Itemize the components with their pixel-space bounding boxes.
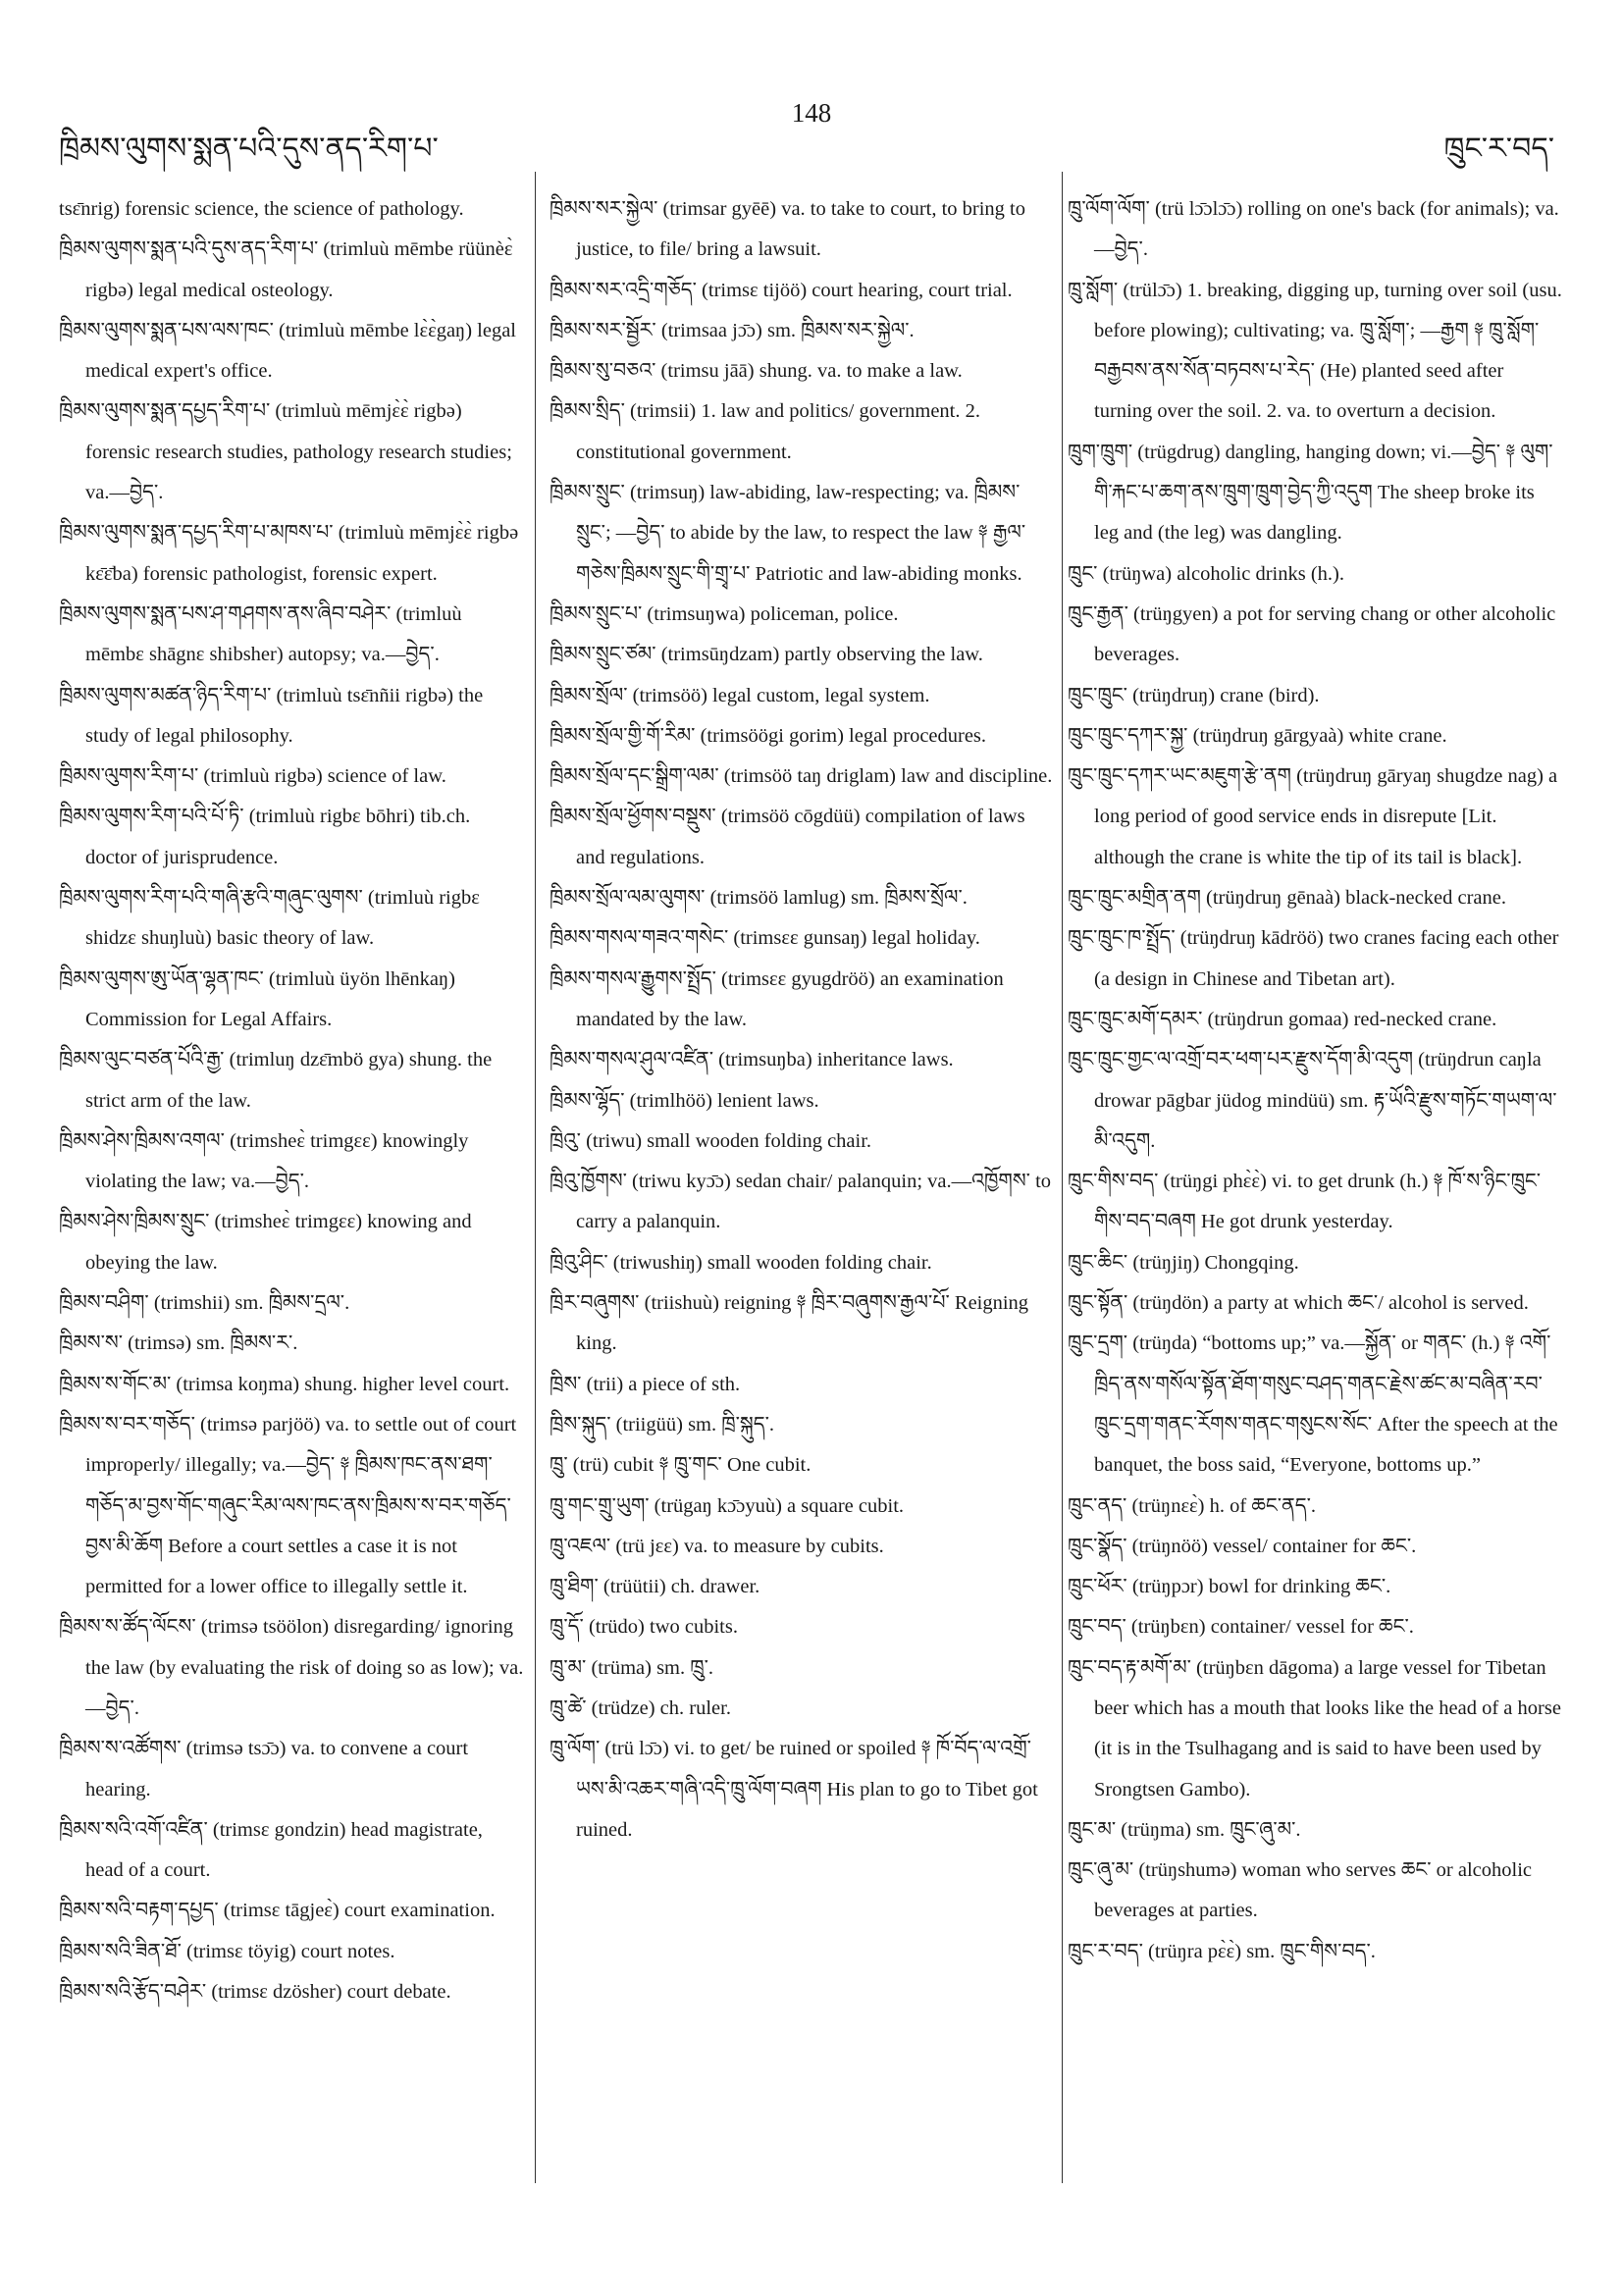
dictionary-entry: ཁྲིམས་སར་འདྲི་གཅོད་ (trimsɛ tijöö) court hearing, court trial. bbox=[550, 279, 1013, 301]
dictionary-entry: ཁྲིམས་ས་གོང་མ་ (trimsa koŋma) shung. higher level court. bbox=[59, 1373, 510, 1395]
dictionary-entry: ཁྲིར་བཞུགས་ (triishuù) reigning ༈ ཁྲིར་བཞུགས་རྒྱལ་པོ་ Reigning king. bbox=[550, 1292, 1029, 1355]
dictionary-entry: ཁྲིམས་ལུགས་སྨན་དཔྱད་རིག་པ་ (trimluù mēmjɛ̀ɛ̀ rigbə) forensic research studies, pathology research studies; va.—བྱེད་. bbox=[59, 400, 512, 504]
dictionary-entry: ཁྲིམས་སྲུང་ (trimsuŋ) law-abiding, law-respecting; va. ཁྲིམས་སྲུང་; —བྱེད་ to abide by the law, to respect the law ༈ རྒྱལ་གཅེས་ཁྲིམས་སྲུང་གི་གྲྭ་པ་ Patriotic and law-abiding monks. bbox=[550, 482, 1026, 585]
dictionary-entry: ཁྲིམས་ལུགས་རིག་པ་ (trimluù rigbə) science of law. bbox=[59, 765, 446, 788]
dictionary-entry: ཁྲིམས་ལུགས་རིག་པའི་པོ་ཏི་ (trimluù rigbɛ bōhri) tib.ch. doctor of jurisprudence. bbox=[59, 806, 471, 868]
column-right bbox=[1068, 189, 1563, 1972]
dictionary-entry: ཁྲུང་རྒྱན་ (trüŋgyen) a pot for serving chang or other alcoholic beverages. bbox=[1068, 602, 1556, 666]
dictionary-entry: ཁྲིའུ་ཁྱོགས་ (triwu kyɔ̄ɔ) sedan chair/ palanquin; va.—འཁྱོགས་ to carry a palanquin. bbox=[550, 1171, 1052, 1233]
dictionary-entry: ཁྲུང་བད་ (trüŋbɛn) container/ vessel for ཆང་. bbox=[1068, 1616, 1414, 1639]
dictionary-entry: ཁྲིམས་སའི་བརྟག་དཔྱད་ (trimsɛ tāgjeɛ̀) court examination. bbox=[59, 1900, 496, 1922]
dictionary-entry: ཁྲུང་ཁྲུང་དཀར་སྐྱ་ (trüŋdruŋ gārgyaà) white crane. bbox=[1068, 724, 1447, 747]
dictionary-entry: ཁྲིམས་ཤེས་ཁྲིམས་སྲུང་ (trimsheɛ̀ trimgɛɛ) knowing and obeying the law. bbox=[59, 1211, 472, 1274]
dictionary-entry: ཁྲུ་ (trü) cubit ༈ ཁྲུ་གང་ One cubit. bbox=[550, 1454, 812, 1477]
dictionary-entry: ཁྲིམས་སའི་རྩོད་བཤེར་ (trimsɛ dzösher) court debate. bbox=[59, 1981, 451, 2004]
page-number: 148 bbox=[791, 98, 832, 128]
dictionary-entry: ཁྲིམས་ས་ཚོད་ལོངས་ (trimsə tsöölon) disregarding/ ignoring the law (by evaluating the risk of doing so as low); va.—བྱེད་. bbox=[59, 1616, 524, 1719]
dictionary-entry: ཁྲུ་སློག་ (trülɔ̄ɔ) 1. breaking, digging up, turning over soil (usu. before plowing); cultivating; va. ཁྲུ་སློག་; —རྒྱག ༈ ཁྲུ་སློག་བརྒྱབས་ནས་སོན་བཏབས་པ་རེད་ (He) planted seed after turning over the soil. 2. va. to overturn a decision. bbox=[1068, 279, 1562, 423]
dictionary-entry: ཁྲིམས་ལུགས་སྨན་དཔྱད་རིག་པ་མཁས་པ་ (trimluù mēmjɛ̀ɛ̀ rigbə kɛ̄ɛ̄ba) forensic pathologist, forensic expert. bbox=[59, 522, 519, 585]
dictionary-entry: ཁྲུ་གང་གྲུ་ཡུག་ (trügaŋ kɔ̄ɔyuù) a square cubit. bbox=[550, 1494, 905, 1517]
dictionary-entry: ཁྲིམས་ལུགས་སྨན་པས་ཤ་གཤགས་ནས་ཞིབ་བཤེར་ (trimluù mēmbɛ shāgnɛ shibsher) autopsy; va.—བྱེད་. bbox=[59, 602, 462, 666]
dictionary-entry: ཁྲིམས་སྲོལ་ (trimsöö) legal custom, legal system. bbox=[550, 684, 930, 706]
dictionary-entry: ཁྲིའུ་ཤིང་ (triwushiŋ) small wooden folding chair. bbox=[550, 1251, 932, 1274]
dictionary-entry: ཁྲུང་ཁྲུང་ཁ་སྤྲོད་ (trüŋdruŋ kādröö) two cranes facing each other (a design in Chinese and Tibetan art). bbox=[1068, 927, 1559, 990]
dictionary-entry: ཁྲུ་ལོག་ལོག་ (trü lɔ̄ɔlɔ̄ɔ) rolling on one's back (for animals); va.—བྱེད་. bbox=[1068, 198, 1559, 261]
dictionary-entry: ཁྲིམས་ལུགས་སྨན་པས་ལས་ཁང་ (trimluù mēmbe lɛ̀ɛ̀gaŋ) legal medical expert's office. bbox=[59, 319, 516, 383]
dictionary-entry: ཁྲུང་ནད་ (trüŋnɛɛ̀) h. of ཆང་ནད་. bbox=[1068, 1494, 1317, 1517]
column-divider bbox=[535, 172, 536, 2183]
dictionary-entry: ཁྲིམས་ས་ (trimsə) sm. ཁྲིམས་ར་. bbox=[59, 1332, 298, 1355]
dictionary-entry: ཁྲིམས་སྲོལ་ཕྱོགས་བསྡུས་ (trimsöö cōgdüü) compilation of laws and regulations. bbox=[550, 806, 1025, 868]
column-middle bbox=[550, 189, 1055, 1851]
dictionary-entry: ཁྲིམས་ལུགས་སྨན་པའི་དུས་ནད་རིག་པ་ (trimluù mēmbe rüünèɛ̀ rigbə) legal medical osteology. bbox=[59, 238, 513, 301]
dictionary-entry: ཁྲིམས་སྲུང་པ་ (trimsuŋwa) policeman, police. bbox=[550, 602, 899, 625]
dictionary-entry: ཁྲུང་སྟོན་ (trüŋdön) a party at which ཆང་/ alcohol is served. bbox=[1068, 1292, 1529, 1315]
dictionary-entry: ཁྲིམས་སྲིད་ (trimsii) 1. law and politics/ government. 2. constitutional government. bbox=[550, 400, 980, 463]
running-head-right: ཁྲུང་ར་བད་ bbox=[1443, 132, 1554, 165]
dictionary-entry: ཁྲུང་ཆིང་ (trüŋjiŋ) Chongqing. bbox=[1068, 1251, 1299, 1274]
dictionary-entry: ཁྲིམས་ལྷོད་ (trimlhöö) lenient laws. bbox=[550, 1089, 819, 1112]
dictionary-entry: ཁྲིམས་སྲུང་ཙམ་ (trimsūŋdzam) partly observing the law. bbox=[550, 644, 983, 666]
dictionary-entry: ཁྲིམས་ས་བར་གཅོད་ (trimsə parjöö) va. to settle out of court improperly/ illegally; va.—བྱེད་ ༈ ཁྲིམས་ཁང་ནས་ཐག་གཅོད་མ་བྱས་གོང་གཞུང་རིམ་ལས་ཁང་ནས་ཁྲིམས་ས་བར་གཅོད་བྱས་མི་ཆོག Before a court settles a case it is not permitted for a lower office to illegally settle it. bbox=[59, 1413, 517, 1598]
dictionary-entry: ཁྲུང་ཁྲུང་མགྲིན་ནག (trüŋdruŋ gēnaà) black-necked crane. bbox=[1068, 887, 1506, 910]
dictionary-entry: ཁྲུ་ཐིག་ (trüütii) ch. drawer. bbox=[550, 1576, 760, 1598]
dictionary-entry: ཁྲུང་དྲག་ (trüŋda) “bottoms up;” va.—སྐྱོན་ or གནང་ (h.) ༈ འགོ་ཁྲིད་ནས་གསོལ་སྟོན་ཐོག་གསུང་བཤད་གནང་རྗེས་ཚང་མ་བཞིན་རབ་ཁྲུང་དྲག་གནང་རོགས་གནང་གསུངས་སོང་ After the speech at the banquet, the boss said, “Everyone, bottoms up.” bbox=[1068, 1332, 1558, 1477]
dictionary-entry: ཁྲུང་ཞུ་མ་ (trüŋshumə) woman who serves ཆང་ or alcoholic beverages at parties. bbox=[1068, 1859, 1533, 1922]
dictionary-entry: ཁྲིམས་གསལ་གཟའ་གསེང་ (trimsɛɛ gunsaŋ) legal holiday. bbox=[550, 927, 980, 950]
column-divider bbox=[1062, 172, 1063, 2183]
dictionary-entry: ཁྲུ་ལོག་ (trü lɔ̄ɔ) vi. to get/ be ruined or spoiled ༈ ཁོ་བོད་ལ་འགྲོ་ཡས་མི་འཆར་གཞི་འདི་ཁྲུ་ལོག་བཞག His plan to go to Tibet got ruined. bbox=[550, 1738, 1038, 1841]
dictionary-entry: ཁྲུ་འཇལ་ (trü jɛɛ) va. to measure by cubits. bbox=[550, 1535, 884, 1557]
dictionary-entry: ཁྲུང་ཁྲུང་དཀར་ཡང་མཇུག་རྩེ་ནག (trüŋdruŋ gāryaŋ shugdze nag) a long period of good service ends in disrepute [Lit. although the crane is white the tip of its tail is black]. bbox=[1068, 765, 1558, 868]
dictionary-entry: ཁྲིམས་ལུགས་རིག་པའི་གཞི་རྩའི་གཞུང་ལུགས་ (trimluù rigbɛ shidzɛ shuŋluù) basic theory of law. bbox=[59, 887, 480, 950]
dictionary-entry: ཁྲིས་སྐུད་ (triigüü) sm. ཁྲི་སྐུད་. bbox=[550, 1413, 775, 1435]
column-left bbox=[59, 189, 525, 2012]
dictionary-entry: ཁྲིམས་སྲོལ་ལམ་ལུགས་ (trimsöö lamlug) sm. ཁྲིམས་སྲོལ་. bbox=[550, 887, 968, 910]
dictionary-entry: ཁྲུང་བད་རྟ་མགོ་མ་ (trüŋbɛn dāgoma) a large vessel for Tibetan beer which has a mouth that looks like the head of a horse (it is in the Tsulhagang and is said to have been used by Srongtsen Gambo). bbox=[1068, 1656, 1561, 1800]
dictionary-entry: ཁྲུང་ཁྲུང་ (trüŋdruŋ) crane (bird). bbox=[1068, 684, 1320, 706]
dictionary-entry: ཁྲིམས་སྲོལ་དང་སྒྲིག་ལམ་ (trimsöö taŋ driglam) law and discipline. bbox=[550, 765, 1053, 788]
dictionary-entry: ཁྲིམས་བཤིག་ (trimshii) sm. ཁྲིམས་དྲལ་. bbox=[59, 1292, 350, 1315]
dictionary-entry: ཁྲུ་དོ་ (trüdo) two cubits. bbox=[550, 1616, 738, 1639]
dictionary-entry: ཁྲུང་ཁྲུང་མགོ་དམར་ (trüŋdrun gomaa) red-necked crane. bbox=[1068, 1008, 1497, 1030]
dictionary-entry: ཁྲུང་མ་ (trüŋma) sm. ཁྲུང་ཞུ་མ་. bbox=[1068, 1818, 1301, 1841]
dictionary-entry: ཁྲིམས་གསལ་རྒྱུགས་སྤྲོད་ (trimsɛɛ gyugdröö) an examination mandated by the law. bbox=[550, 967, 1004, 1030]
dictionary-entry: ཁྲུང་ཁྲུང་གྱང་ལ་འགྲོ་བར་ཕག་པར་རྫུས་དོག་མི་འདུག (trüŋdrun caŋla drowar pāgbar jüdog mindüü) sm. རྟ་ཡོའི་རྫུས་གཏོང་གཡག་ལ་མི་འདུག. bbox=[1068, 1049, 1557, 1152]
dictionary-entry: ཁྲུང་ར་བད་ (trüŋra pɛ̀ɛ̀) sm. ཁྲུང་གིས་བད་. bbox=[1068, 1940, 1376, 1962]
dictionary-entry: ཁྲིམས་གསལ་ཤུལ་འཛིན་ (trimsuŋba) inheritance laws. bbox=[550, 1049, 954, 1071]
dictionary-entry: ཁྲིམས་ས་འཚོགས་ (trimsə tsɔ̄ɔ) va. to convene a court hearing. bbox=[59, 1738, 469, 1800]
dictionary-entry: ཁྲུ་མ་ (trüma) sm. ཁྲུ་. bbox=[550, 1656, 714, 1679]
dictionary-entry: ཁྲིའུ་ (triwu) small wooden folding chair. bbox=[550, 1129, 872, 1152]
running-head-left: ཁྲིམས་ལུགས་སྨན་པའི་དུས་ནད་རིག་པ་ bbox=[59, 132, 439, 165]
dictionary-entry: ཁྲུང་གིས་བད་ (trüŋgi phɛ̀ɛ̀) vi. to get drunk (h.) ༈ ཁོ་ས་ཉིང་ཁྲུང་གིས་བད་བཞག He got drunk yesterday. bbox=[1068, 1171, 1542, 1233]
dictionary-entry: ཁྲིམས་ལུགས་ཨུ་ཡོན་ལྷན་ཁང་ (trimluù üyön lhēnkaŋ) Commission for Legal Affairs. bbox=[59, 967, 455, 1030]
dictionary-entry: ཁྲིམས་སུ་བཅའ་ (trimsu jāā) shung. va. to make a law. bbox=[550, 360, 963, 383]
dictionary-entry: ཁྲིམས་སྲོལ་གྱི་གོ་རིམ་ (trimsöögi gorim) legal procedures. bbox=[550, 724, 987, 747]
dictionary-entry: ཁྲིས་ (trii) a piece of sth. bbox=[550, 1373, 741, 1395]
dictionary-entry: ཁྲིམས་ལུང་བཙན་པོའི་རྒྱ་ (trimluŋ dzɛ̄mbö gya) shung. the strict arm of the law. bbox=[59, 1049, 493, 1112]
dictionary-entry: tsɛ̄nrig) forensic science, the science of pathology. bbox=[59, 198, 464, 220]
dictionary-entry: ཁྲིམས་སའི་ཟིན་ཐོ་ (trimsɛ töyig) court notes. bbox=[59, 1940, 395, 1962]
dictionary-entry: ཁྲུང་སྣོད་ (trüŋnöö) vessel/ container for ཆང་. bbox=[1068, 1535, 1417, 1557]
dictionary-entry: ཁྲིམས་སར་སྦྱོར་ (trimsaa jɔ̄ɔ) sm. ཁྲིམས་སར་སྐྱེལ་. bbox=[550, 319, 915, 341]
dictionary-entry: ཁྲུ་ཚེ་ (trüdze) ch. ruler. bbox=[550, 1696, 731, 1719]
dictionary-entry: ཁྲུང་ཕོར་ (trüŋpɔr) bowl for drinking ཆང་. bbox=[1068, 1576, 1391, 1598]
dictionary-entry: ཁྲིམས་ཤེས་ཁྲིམས་འགལ་ (trimsheɛ̀ trimgɛɛ) knowingly violating the law; va.—བྱེད་. bbox=[59, 1129, 469, 1193]
dictionary-entry: ཁྲུང་ (trüŋwa) alcoholic drinks (h.). bbox=[1068, 562, 1344, 585]
dictionary-entry: ཁྲིམས་ལུགས་མཚན་ཉིད་རིག་པ་ (trimluù tsɛ̄nñii rigbə) the study of legal philosophy. bbox=[59, 684, 484, 747]
dictionary-entry: ཁྲིམས་སར་སྐྱེལ་ (trimsar gyēē) va. to take to court, to bring to justice, to file/ bring a lawsuit. bbox=[550, 198, 1025, 261]
dictionary-entry: ཁྲིམས་སའི་འགོ་འཛིན་ (trimsɛ gondzin) head magistrate, head of a court. bbox=[59, 1818, 483, 1882]
dictionary-entry: ཁྲུག་ཁྲུག་ (trügdrug) dangling, hanging down; vi.—བྱེད་ ༈ ལུག་གི་རྐང་པ་ཆག་ནས་ཁྲུག་ཁྲུག་བྱེད་ཀྱི་འདུག The sheep broke its leg and (the leg) was dangling. bbox=[1068, 441, 1553, 545]
